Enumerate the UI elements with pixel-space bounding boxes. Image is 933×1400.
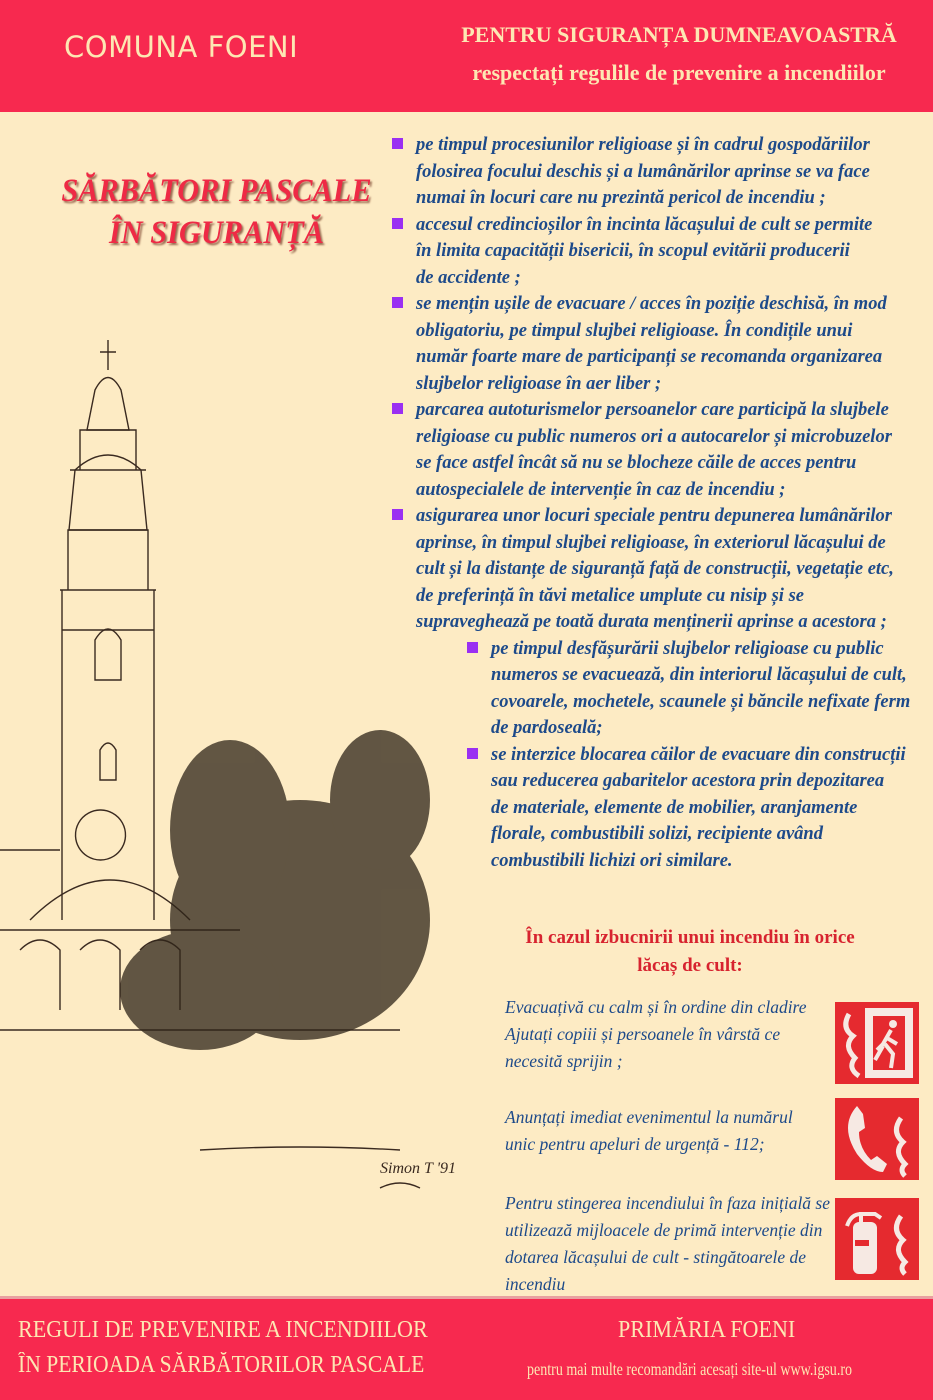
action-line: Ajutați copiii și persoanele în vârstă ce (505, 1024, 781, 1044)
fire-phone-icon (835, 1098, 919, 1180)
action-line: necesită sprijin ; (505, 1051, 623, 1071)
square-bullet-icon (392, 297, 403, 308)
rule-line: supraveghează pe toată durata menținerii aprinse a acestora ; (416, 612, 887, 632)
rule-line: se interzice blocarea căilor de evacuare din construcții (392, 742, 910, 769)
fire-alert-heading (490, 924, 890, 980)
main-rules-list (392, 132, 910, 636)
action-line: Anunțați imediat evenimentul la numărul (505, 1107, 793, 1127)
action-line: dotarea lăcașului de cult - stingătoarele de (505, 1247, 807, 1267)
rule-line: combustibili lichizi ori similare. (491, 850, 733, 871)
action-line: Pentru stingerea incendiului în faza inițială se (505, 1193, 831, 1213)
artist-signature: Simon T '91 (380, 1160, 457, 1177)
alert-line: În cazul izbucnirii unui incendiu în orice (525, 927, 855, 948)
rule-line: parcarea autoturismelor persoanelor care participă la slujbele (392, 397, 910, 424)
rule-line: pe timpul procesiunilor religioase și în cadrul gospodăriilor (392, 132, 910, 159)
rule-item (392, 132, 910, 212)
fire-exit-icon (835, 1002, 919, 1084)
rule-line: se mențin ușile de evacuare / acces în poziție deschisă, în mod (392, 291, 910, 318)
rule-line: de preferință în tăvi metalice umplute cu nisip și se (416, 585, 804, 606)
action-line: utilizează mijloacele de primă intervenție din (505, 1220, 823, 1240)
rule-line: în limita capacității bisericii, în scopul evitării producerii (416, 241, 850, 261)
sub-rules-list (392, 636, 910, 875)
rule-line: se face astfel încât să nu se blocheze căile de acces pentru (416, 453, 857, 473)
action-call-112 (505, 1104, 793, 1158)
square-bullet-icon (467, 642, 478, 653)
action-evacuate (505, 994, 806, 1075)
rule-line: de materiale, elemente de mobilier, aranjamente (491, 797, 858, 818)
rule-line: asigurarea unor locuri speciale pentru depunerea lumânărilor (392, 503, 910, 530)
square-bullet-icon (467, 748, 478, 759)
footer-band (0, 1296, 933, 1400)
footer-town-hall: PRIMĂRIA FOENI (618, 1317, 796, 1343)
square-bullet-icon (392, 403, 403, 414)
header-rules-line: respectați regulile de prevenire a incendiilor (472, 60, 886, 85)
footer-website-note: pentru mai multe recomandări acesați site-ul www.igsu.ro (527, 1359, 853, 1379)
rule-line: aprinse, în timpul slujbei religioase, în exteriorul lăcașului de (416, 532, 886, 553)
fire-extinguisher-icon (835, 1198, 919, 1280)
rule-line: accesul credincioșilor în incinta lăcașului de cult se permite (392, 212, 910, 239)
action-line: incendiu (505, 1274, 566, 1294)
rule-line: slujbelor religioase în aer liber ; (416, 373, 662, 394)
header-band (0, 0, 933, 112)
rule-line: de accidente ; (416, 267, 521, 288)
alert-line: lăcaș de cult: (637, 955, 743, 976)
rule-line: număr foarte mare de participanți se recomanda organizarea (416, 347, 883, 367)
rule-line: covoarele, mochetele, scaunele și băncile nefixate ferm (491, 691, 911, 712)
square-bullet-icon (392, 138, 403, 149)
rule-line: florale, combustibili solizi, recipiente având (491, 824, 823, 844)
rule-item (392, 397, 910, 503)
rules-list (392, 132, 910, 874)
rule-line: numai în locuri care nu prezintă pericol de incendiu ; (416, 188, 826, 208)
rule-item (392, 742, 910, 875)
title-line: ÎN SIGURANȚĂ (108, 215, 325, 251)
rule-line: de pardoseală; (491, 718, 603, 738)
rule-line: folosirea focului deschis și a lumânărilor aprinse se va face (416, 161, 870, 182)
rule-line: pe timpul desfășurării slujbelor religioase cu public (392, 636, 910, 663)
title-line: SĂRBĂTORI PASCALE (61, 173, 372, 209)
rule-line: obligatoriu, pe timpul slujbei religioase. În condițile unui (416, 320, 853, 341)
rule-line: numeros se evacuează, din interiorul lăcașului de cult, (491, 665, 907, 685)
poster-title (17, 170, 415, 254)
footer-rules-line1: REGULI DE PREVENIRE A INCENDIILOR (18, 1317, 428, 1343)
commune-name: COMUNA FOENI (64, 30, 299, 64)
rule-item (392, 503, 910, 636)
rule-line: religioase cu public numeros ori a autocarelor și microbuzelor (416, 426, 892, 447)
action-extinguish (505, 1190, 830, 1298)
rule-item (392, 636, 910, 742)
rule-item (392, 212, 910, 292)
rule-line: cult și la distanțe de siguranță față de construcții, vegetație etc, (416, 559, 894, 579)
rule-item (392, 291, 910, 397)
action-line: unic pentru apeluri de urgență - 112; (505, 1134, 765, 1154)
action-line: Evacuațivă cu calm și în ordine din cladire (505, 997, 807, 1017)
rule-line: sau reducerea gabaritelor acestora prin depozitarea (491, 771, 885, 791)
square-bullet-icon (392, 218, 403, 229)
rule-line: autospecialele de intervenție în caz de incendiu ; (416, 479, 786, 500)
square-bullet-icon (392, 509, 403, 520)
footer-rules-line2: ÎN PERIOADA SĂRBĂTORILOR PASCALE (18, 1352, 425, 1378)
header-safety-line: PENTRU SIGURANȚA DUMNEAVOASTRĂ (461, 22, 897, 47)
